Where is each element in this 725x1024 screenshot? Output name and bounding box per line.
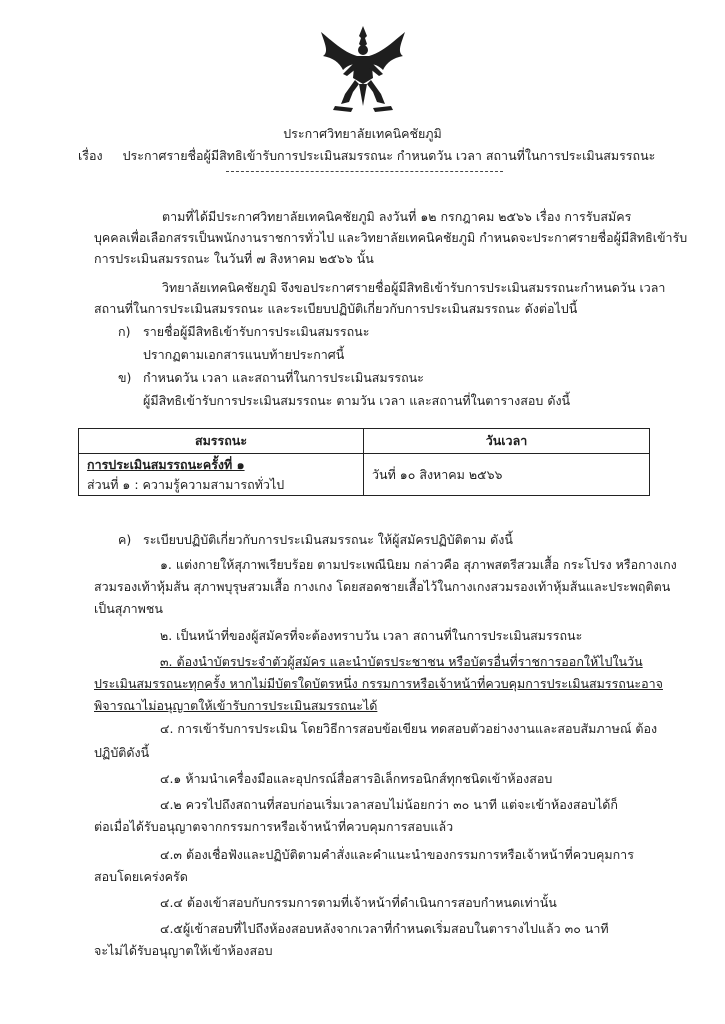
intro-p2-line2: สถานที่ในการประเมินสมรรถนะ และระเบียบปฏิบัติเกี่ยวกับการประเมินสมรรถนะ ดังต่อไปนี้	[94, 301, 578, 316]
rule-1-line3: เป็นสุภาพชน	[94, 601, 163, 616]
announcement-title: ประกาศวิทยาลัยเทคนิคชัยภูมิ	[283, 126, 442, 141]
intro-p1-line3: การประเมินสมรรถนะ ในวันที่ ๗ สิงหาคม ๒๕๖๖ นั้น	[94, 251, 374, 266]
rule-4-2-line2: ต่อเมื่อได้รับอนุญาตจากกรรมการหรือเจ้าหน้าที่ควบคุมการสอบแล้ว	[94, 819, 454, 834]
rule-4-2-line1: ๔.๒ ควรไปถึงสถานที่สอบก่อนเริ่มเวลาสอบไม่น้อยกว่า ๓๐ นาที แต่จะเข้าห้องสอบได้ก็	[160, 797, 618, 812]
table-row	[79, 454, 650, 496]
col-header-datetime: วันเวลา	[364, 429, 650, 454]
rule-4-3-line2: สอบโดยเคร่งครัด	[94, 869, 188, 884]
rule-4-5-line1: ๔.๕ผู้เข้าสอบที่ไปถึงห้องสอบหลังจากเวลาที่กำหนดเริ่มสอบในตารางไปแล้ว ๓๐ นาที	[160, 921, 609, 936]
rule-4-line1: ๔. การเข้ารับการประเมิน โดยวิธีการสอบข้อเขียน ทดสอบตัวอย่างงานและสอบสัมภาษณ์ ต้อง	[160, 721, 658, 736]
intro-p1-line1: ตามที่ได้มีประกาศวิทยาลัยเทคนิคชัยภูมิ ลงวันที่ ๑๒ กรกฎาคม ๒๕๖๖ เรื่อง การรับสมัคร	[162, 209, 632, 224]
competency-cell	[79, 454, 364, 496]
rule-3-line2: ประเมินสมรรถนะทุกครั้ง หากไม่มีบัตรใดบัตรหนึ่ง กรรมการหรือเจ้าหน้าที่ควบคุมการประเมินสมรรถนะอาจ	[94, 676, 663, 691]
item-a-marker: ก)	[118, 324, 131, 339]
intro-p2-line1: วิทยาลัยเทคนิคชัยภูมิ จึงขอประกาศรายชื่อผู้มีสิทธิเข้ารับการประเมินสมรรถนะกำหนดวัน เวลา	[162, 280, 666, 295]
col-header-competency: สมรรถนะ	[79, 429, 364, 454]
schedule-table	[78, 428, 650, 496]
date-cell: วันที่ ๑๐ สิงหาคม ๒๕๖๖	[364, 454, 650, 496]
item-b-line2: ผู้มีสิทธิเข้ารับการประเมินสมรรถนะ ตามวัน เวลา และสถานที่ในตารางสอบ ดังนี้	[143, 393, 571, 408]
rule-1-line2: สวมรองเท้าหุ้มส้น สุภาพบุรุษสวมเสื้อ กางเกง โดยสอดชายเสื้อไว้ในกางเกงสวมรองเท้าหุ้มส้นและประพฤติตน	[94, 579, 671, 594]
rule-4-line2: ปฏิบัติดังนี้	[94, 745, 150, 760]
rule-4-1: ๔.๑ ห้ามนำเครื่องมือและอุปกรณ์สื่อสารอิเล็กทรอนิกส์ทุกชนิดเข้าห้องสอบ	[160, 771, 553, 786]
assessment-title: การประเมินสมรรถนะครั้งที่ ๑	[87, 457, 245, 472]
rule-3-line1: ๓. ต้องนำบัตรประจำตัวผู้สมัคร และนำบัตรประชาชน หรือบัตรอื่นที่ราชการออกให้ไปในวัน	[160, 654, 643, 669]
item-c-intro: ระเบียบปฏิบัติเกี่ยวกับการประเมินสมรรถนะ ให้ผู้สมัครปฏิบัติตาม ดังนี้	[143, 532, 513, 547]
rule-2: ๒. เป็นหน้าที่ของผู้สมัครที่จะต้องทราบวัน เวลา สถานที่ในการประเมินสมรรถนะ	[160, 628, 583, 643]
subject-line	[78, 148, 655, 164]
rule-4-4: ๔.๔ ต้องเข้าสอบกับกรรมการตามที่เจ้าหน้าที่ดำเนินการสอบกำหนดเท่านั้น	[160, 895, 557, 910]
rule-3-line3: พิจารณาไม่อนุญาตให้เข้ารับการประเมินสมรรถนะได้	[94, 698, 378, 713]
assessment-part: ส่วนที่ ๑ : ความรู้ความสามารถทั่วไป	[87, 476, 285, 492]
item-a-line2: ปรากฏตามเอกสารแนบท้ายประกาศนี้	[143, 347, 345, 362]
rule-4-3-line1: ๔.๓ ต้องเชื่อฟังและปฏิบัติตามคำสั่งและคำแนะนำของกรรมการหรือเจ้าหน้าที่ควบคุมการ	[160, 847, 634, 862]
table-header-row	[79, 429, 650, 454]
rule-1-line1: ๑. แต่งกายให้สุภาพเรียบร้อย ตามประเพณีนิยม กล่าวคือ สุภาพสตรีสวมเสื้อ กระโปรง หรือกางเกง	[160, 557, 677, 572]
subject-text: ประกาศรายชื่อผู้มีสิทธิเข้ารับการประเมินสมรรถนะ กำหนดวัน เวลา สถานที่ในการประเมินสมรรถนะ	[122, 148, 656, 163]
garuda-emblem-icon	[313, 22, 413, 114]
rule-4-5-line2: จะไม่ได้รับอนุญาตให้เข้าห้องสอบ	[94, 943, 273, 958]
item-b-line1: กำหนดวัน เวลา และสถานที่ในการประเมินสมรรถนะ	[143, 370, 424, 385]
item-c-marker: ค)	[118, 532, 132, 547]
item-b-marker: ข)	[118, 370, 132, 385]
header-divider	[226, 171, 503, 172]
intro-p1-line2: บุคคลเพื่อเลือกสรรเป็นพนักงานราชการทั่วไป และวิทยาลัยเทคนิคชัยภูมิ กำหนดจะประกาศรายชื่อผู้มีสิทธิเข้ารับ	[94, 230, 688, 245]
item-a-line1: รายชื่อผู้มีสิทธิเข้ารับการประเมินสมรรถนะ	[143, 324, 370, 339]
subject-label: เรื่อง	[78, 148, 103, 163]
